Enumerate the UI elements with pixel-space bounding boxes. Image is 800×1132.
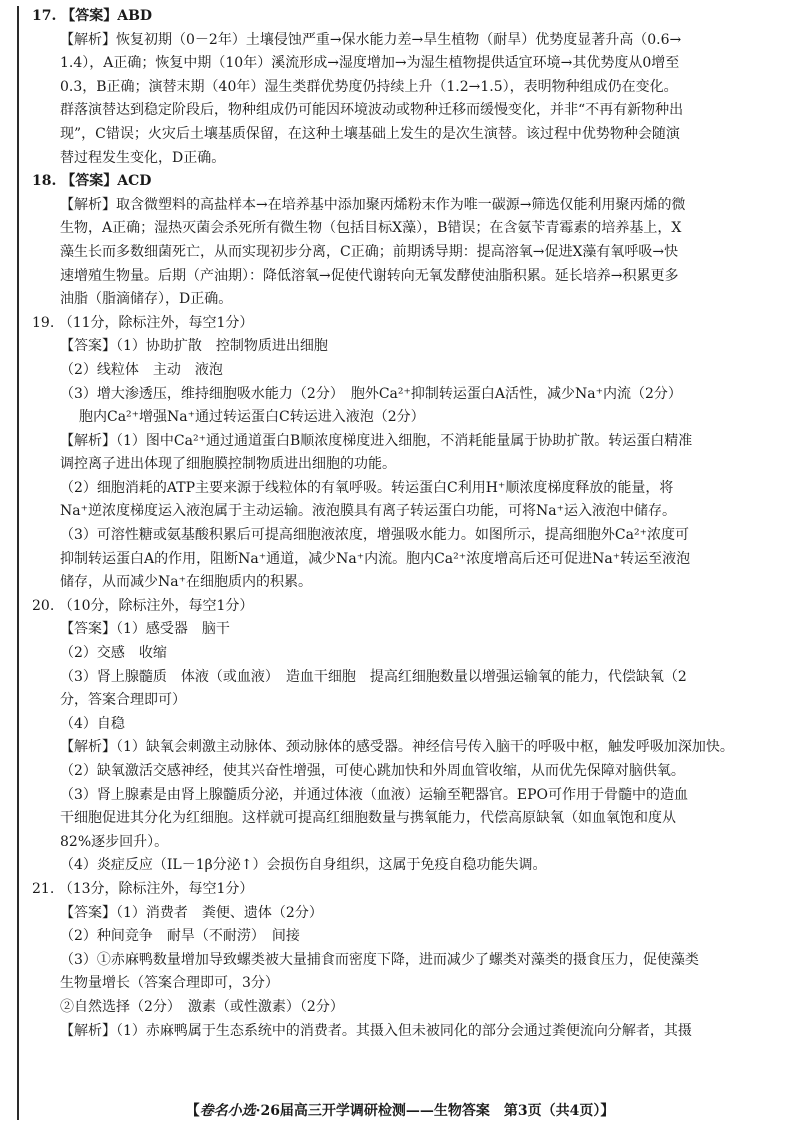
text-line: 20. （10分，除标注外，每空1分） [32,597,254,614]
text-line: 【答案】（1）协助扩散 控制物质进出细胞 [60,338,328,355]
text-line: 分，答案合理即可） [60,692,186,709]
text-line: 1.4），A正确；恢复中期（10年）溪流形成→湿度增加→为湿生植物提供适宜环境→其优势度从0增至 [60,55,680,72]
footer-close-bracket: 】 [600,1103,615,1119]
text-line: 0.3，B正确；演替末期（40年）湿生类群优势度仍持续上升（1.2→1.5），表明物种组成仍在变化。 [60,78,678,95]
footer-text: ·26届高三开学调研检测——生物答案 第3页（共4页） [255,1103,601,1119]
footer-open-bracket: 【 [185,1103,200,1119]
text-line: （2）细胞消耗的ATP主要来源于线粒体的有氧呼吸。转运蛋白C利用H⁺顺浓度梯度释放的能量，将 [60,479,674,496]
text-line: （3）肾上腺髓质 体液（或血液） 造血干细胞 提高红细胞数量以增强运输氧的能力，代偿缺氧（2 [60,668,687,685]
text-line: 抑制转运蛋白A的作用，阻断Na⁺通道，减少Na⁺内流。胞内Ca²⁺浓度增高后还可促进Na⁺转运至液泡 [60,550,691,567]
publisher-logo: 卷名小选 [199,1103,256,1119]
text-line: 【解析】恢复初期（0－2年）土壤侵蚀严重→保水能力差→旱生植物（耐旱）优势度显著升高（0.6→ [60,31,682,48]
text-line: 现”，C错误；火灾后土壤基质保留，在这种土壤基础上发生的是次生演替。该过程中优势物种会随演 [60,125,680,142]
text-line: 21. （13分，除标注外，每空1分） [32,880,254,897]
text-line: （3）可溶性糖或氨基酸积累后可提高细胞液浓度，增强吸水能力。如图所示，提高细胞外Ca²⁺浓度可 [60,527,689,544]
text-line: 油脂（脂滴储存），D正确。 [60,291,233,308]
text-line: （3）肾上腺素是由肾上腺髓质分泌，并通过体液（血液）运输至靶器官。EPO可作用于骨髓中的造血 [60,786,689,803]
text-line: （4）炎症反应（IL－1β分泌↑）会损伤自身组织，这属于免疫自稳功能失调。 [60,857,547,874]
text-line: 【解析】取含微塑料的高盐样本→在培养基中添加聚丙烯粉末作为唯一碳源→筛选仅能利用聚丙烯的微 [60,196,686,213]
text-line: 胞内Ca²⁺增强Na⁺通过转运蛋白C转运进入液泡（2分） [79,409,425,426]
text-line: Na⁺逆浓度梯度运入液泡属于主动运输。液泡膜具有离子转运蛋白功能，可将Na⁺运入液泡中储存。 [60,503,676,520]
text-line: （2）交感 收缩 [60,645,167,662]
text-line: （4）自稳 [60,715,125,732]
answer-content [32,5,784,1043]
text-line: 17. 【答案】ABD [32,8,153,24]
text-line: 【答案】（1）消费者 粪便、遗体（2分） [60,904,323,921]
text-line: 储存，从而减少Na⁺在细胞质内的积累。 [60,574,312,591]
text-line: 速增殖生物量。后期（产油期）：降低溶氧→促使代谢转向无氧发酵使油脂积累。延长培养→积累更多 [60,267,679,284]
text-line: 19. （11分，除标注外，每空1分） [32,314,254,331]
text-line: 【解析】（1）缺氧会刺激主动脉体、颈动脉体的感受器。神经信号传入脑干的呼吸中枢，触发呼吸加深加快。 [60,739,734,756]
text-line: 18. 【答案】ACD [32,173,152,190]
page-footer [0,1100,800,1120]
text-line: 替过程发生变化，D正确。 [60,149,226,166]
text-line: 群落演替达到稳定阶段后，物种组成仍可能因环境波动或物种迁移而缓慢变化，并非“不再有新物种出 [60,102,684,119]
text-line: 生物量增长（答案合理即可，3分） [60,975,279,992]
text-line: （2）缺氧激活交感神经，使其兴奋性增强，可使心跳加快和外周血管收缩，从而优先保障对脑供氧。 [60,763,685,779]
text-line: 生物，A正确；湿热灭菌会杀死所有微生物（包括目标X藻），B错误；在含氨苄青霉素的培养基上，X [60,220,682,237]
left-margin-rule [17,6,19,1120]
text-line: 【答案】（1）感受器 脑干 [60,621,230,638]
text-line: ②自然选择（2分） 激素（或性激素）（2分） [60,998,344,1015]
text-line: （2）线粒体 主动 液泡 [60,361,223,378]
text-line: 82%逐步回升）。 [60,833,169,850]
text-line: （3）①赤麻鸭数量增加导致螺类被大量捕食而密度下降，进而减少了螺类对藻类的摄食压力，促使藻类 [60,951,699,968]
text-line: 【解析】（1）图中Ca²⁺通过通道蛋白B顺浓度梯度进入细胞，不消耗能量属于协助扩散。转运蛋白精准 [60,432,693,449]
text-line: 干细胞促进其分化为红细胞。这样就可提高红细胞数量与携氧能力，代偿高原缺氧（如血氧饱和度从 [60,810,676,827]
text-line: （3）增大渗透压，维持细胞吸水能力（2分） 胞外Ca²⁺抑制转运蛋白A活性，减少Na⁺内流（2分） [60,385,682,402]
text-line: （2）种间竞争 耐旱（不耐涝） 间接 [60,928,300,945]
text-line: 藻生长而多数细菌死亡，从而实现初步分离，C正确；前期诱导期：提高溶氧→促进X藻有氧呼吸→快 [60,243,679,260]
text-line: 调控离子进出体现了细胞膜控制物质进出细胞的功能。 [60,456,396,473]
text-line: 【解析】（1）赤麻鸭属于生态系统中的消费者。其摄入但未被同化的部分会通过粪便流向分解者，其摄 [60,1022,692,1039]
